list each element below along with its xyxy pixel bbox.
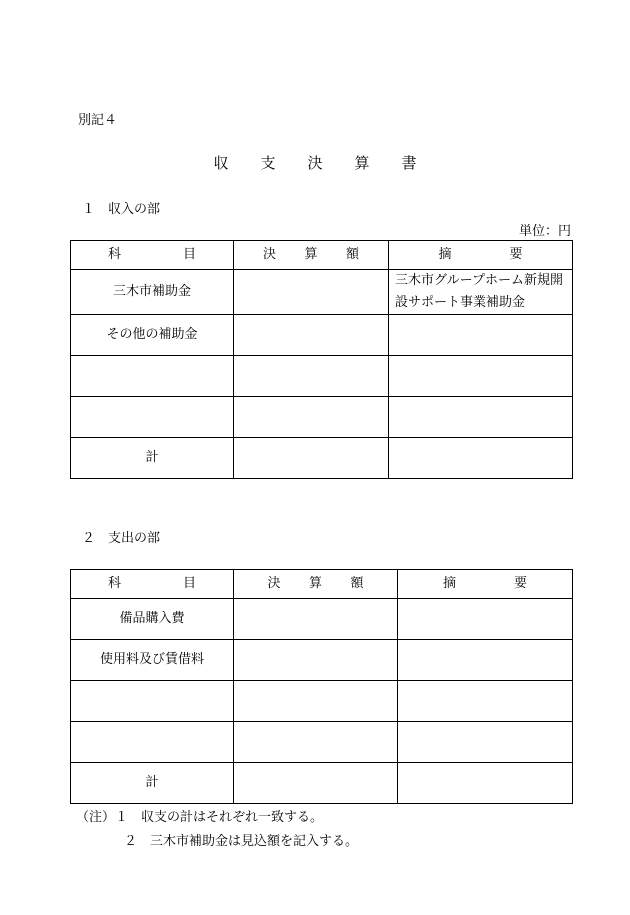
table-row — [71, 681, 573, 722]
income-item-cell: 三木市補助金 — [71, 270, 234, 315]
income-item-cell — [71, 356, 234, 397]
appendix-label: 別記４ — [78, 113, 118, 128]
document-title: 収支決算書 — [213, 154, 449, 172]
expense-item-cell — [71, 722, 234, 763]
income-header-note: 摘 要 — [389, 241, 573, 270]
table-row — [71, 315, 573, 356]
table-row — [71, 599, 573, 640]
expense-total-amount — [234, 763, 398, 804]
table-row — [71, 397, 573, 438]
income-item-cell: その他の補助金 — [71, 315, 234, 356]
income-section-heading: １ 収入の部 — [82, 202, 161, 217]
note-line-1 — [76, 806, 358, 830]
table-row — [71, 356, 573, 397]
income-total-label: 計 — [71, 438, 234, 479]
income-item-cell — [71, 397, 234, 438]
unit-label: 単位：円 — [518, 224, 571, 239]
expense-amount-cell — [234, 681, 398, 722]
expense-total-label: 計 — [71, 763, 234, 804]
expense-header-row — [71, 570, 573, 599]
expense-amount-cell — [234, 599, 398, 640]
income-note-cell — [389, 270, 573, 315]
income-total-amount — [234, 438, 389, 479]
table-row — [71, 438, 573, 479]
income-amount-cell — [234, 315, 389, 356]
table-row — [71, 640, 573, 681]
income-header-item: 科 目 — [71, 241, 234, 270]
notes-label: （注） — [76, 810, 116, 825]
table-row — [71, 722, 573, 763]
income-header-row — [71, 241, 573, 270]
expense-amount-cell — [234, 722, 398, 763]
income-amount-cell — [234, 356, 389, 397]
expense-item-cell — [71, 681, 234, 722]
note-item-1: １ 収支の計はそれぞれ一致する。 — [115, 810, 324, 825]
note-item-2: ２ 三木市補助金は見込額を記入する。 — [124, 834, 359, 849]
expense-note-cell — [398, 640, 573, 681]
expense-header-note: 摘 要 — [398, 570, 573, 599]
expense-header-amount: 決 算 額 — [234, 570, 398, 599]
expense-note-cell — [398, 681, 573, 722]
income-note-cell — [389, 356, 573, 397]
income-total-note — [389, 438, 573, 479]
expense-table — [70, 569, 573, 804]
expense-item-cell: 使用料及び賃借料 — [71, 640, 234, 681]
income-note-cell — [389, 397, 573, 438]
expense-total-note — [398, 763, 573, 804]
income-amount-cell — [234, 397, 389, 438]
income-amount-cell — [234, 270, 389, 315]
note-line-2 — [76, 830, 358, 854]
table-row — [71, 270, 573, 315]
notes-block — [76, 806, 358, 854]
income-header-amount: 決 算 額 — [234, 241, 389, 270]
expense-item-cell: 備品購入費 — [71, 599, 234, 640]
expense-note-cell — [398, 722, 573, 763]
expense-section-heading: ２ 支出の部 — [82, 531, 161, 546]
expense-header-item: 科 目 — [71, 570, 234, 599]
income-note-cell — [389, 315, 573, 356]
table-row — [71, 763, 573, 804]
expense-amount-cell — [234, 640, 398, 681]
income-table — [70, 240, 573, 479]
income-note-text: 三木市グループホーム新規開設サポート事業補助金 — [395, 273, 563, 310]
expense-note-cell — [398, 599, 573, 640]
